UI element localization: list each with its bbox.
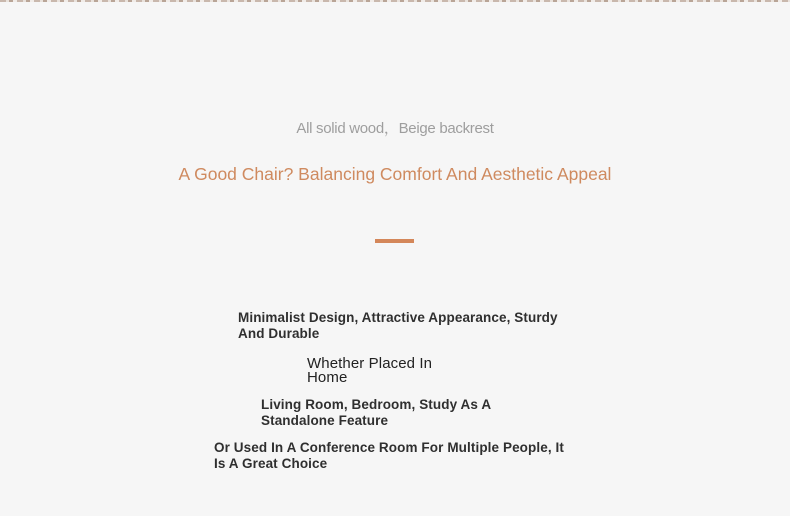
product-subtitle: All solid wood，Beige backrest [296, 120, 494, 137]
description-line-2: Whether Placed In Home [307, 355, 433, 386]
description-line-3: Living Room, Bedroom, Study As A Standalone Feature [261, 397, 491, 428]
top-image-edge [0, 0, 790, 2]
description-line-4: Or Used In A Conference Room For Multiple People, It Is A Great Choice [214, 440, 564, 471]
accent-divider [375, 239, 414, 243]
description-line-1: Minimalist Design, Attractive Appearance, Sturdy And Durable [238, 310, 558, 341]
section-headline: A Good Chair? Balancing Comfort And Aesthetic Appeal [178, 164, 612, 184]
